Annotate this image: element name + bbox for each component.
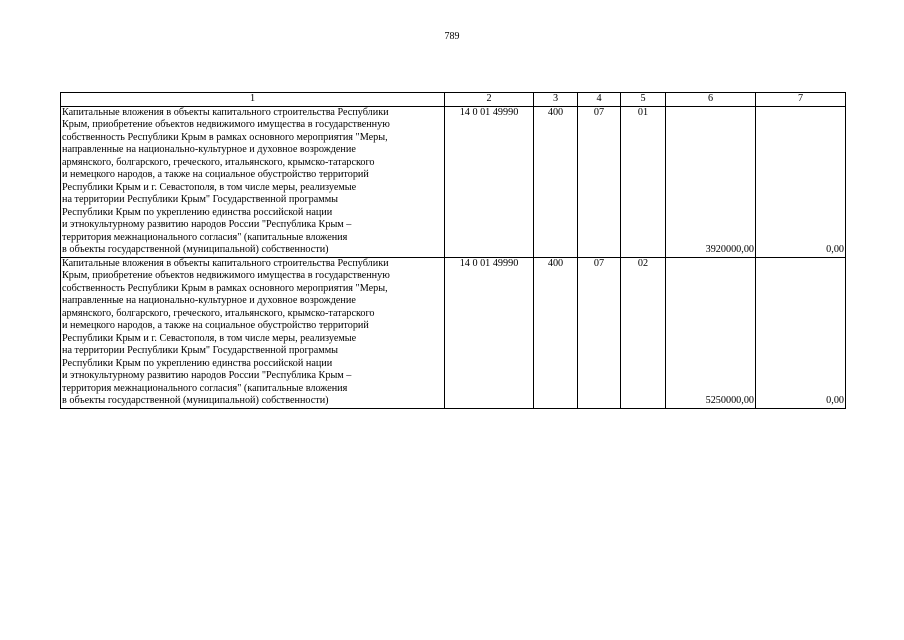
- description-line: в объекты государственной (муниципальной) собственности): [62, 395, 329, 406]
- row-amount-2: 0,00: [756, 257, 846, 408]
- column-header-4: 4: [578, 93, 621, 107]
- description-line: и немецкого народов, а также на социальное обустройство территорий: [62, 169, 369, 180]
- row-col3: 400: [534, 257, 578, 408]
- description-line: территория межнационального согласия" (капитальные вложения: [62, 382, 348, 394]
- column-header-5: 5: [621, 93, 666, 107]
- column-header-1: 1: [61, 93, 445, 107]
- table-row: [61, 106, 846, 257]
- description-line: направленные на национально-культурное и духовное возрождение: [62, 295, 356, 306]
- description-line: собственность Республики Крым в рамках основного мероприятия "Меры,: [62, 131, 388, 143]
- header-row: [61, 93, 846, 107]
- description-line: Капитальные вложения в объекты капитального строительства Республики: [62, 106, 389, 118]
- description-line: направленные на национально-культурное и духовное возрождение: [62, 144, 356, 155]
- page-number: 789: [444, 31, 460, 42]
- row-code: 14 0 01 49990: [445, 106, 534, 257]
- description-line: Республики Крым и г. Севастополя, в том числе меры, реализуемые: [62, 332, 357, 344]
- row-amount: 5250000,00: [666, 257, 756, 408]
- description-line: на территории Республики Крым" Государственной программы: [62, 194, 339, 205]
- description-line: на территории Республики Крым" Государственной программы: [62, 345, 339, 356]
- description-line: Крым, приобретение объектов недвижимого имущества в государственную: [62, 270, 390, 281]
- description-line: территория межнационального согласия" (капитальные вложения: [62, 231, 348, 243]
- column-header-7: 7: [756, 93, 846, 107]
- description-line: и этнокультурному развитию народов России "Республика Крым –: [62, 219, 352, 230]
- description-line: Капитальные вложения в объекты капитального строительства Республики: [62, 257, 389, 269]
- row-description: [61, 257, 445, 408]
- description-line: Крым, приобретение объектов недвижимого имущества в государственную: [62, 119, 390, 130]
- budget-table: [60, 92, 846, 409]
- row-amount: 3920000,00: [666, 106, 756, 257]
- table-row: [61, 257, 846, 408]
- row-col4: 07: [578, 257, 621, 408]
- description-line: и этнокультурному развитию народов России "Республика Крым –: [62, 370, 352, 381]
- description-line: Республики Крым по укреплению единства российской нации: [62, 206, 333, 218]
- row-amount-2: 0,00: [756, 106, 846, 257]
- description-line: Республики Крым по укреплению единства российской нации: [62, 357, 333, 369]
- row-col5: 02: [621, 257, 666, 408]
- description-line: в объекты государственной (муниципальной) собственности): [62, 244, 329, 255]
- row-code: 14 0 01 49990: [445, 257, 534, 408]
- description-line: армянского, болгарского, греческого, итальянского, крымско-татарского: [62, 307, 375, 319]
- column-header-2: 2: [445, 93, 534, 107]
- row-description: [61, 106, 445, 257]
- column-header-3: 3: [534, 93, 578, 107]
- description-line: Республики Крым и г. Севастополя, в том числе меры, реализуемые: [62, 181, 357, 193]
- column-header-6: 6: [666, 93, 756, 107]
- row-col4: 07: [578, 106, 621, 257]
- description-line: и немецкого народов, а также на социальное обустройство территорий: [62, 320, 369, 331]
- description-line: собственность Республики Крым в рамках основного мероприятия "Меры,: [62, 282, 388, 294]
- row-col3: 400: [534, 106, 578, 257]
- row-col5: 01: [621, 106, 666, 257]
- description-line: армянского, болгарского, греческого, итальянского, крымско-татарского: [62, 156, 375, 168]
